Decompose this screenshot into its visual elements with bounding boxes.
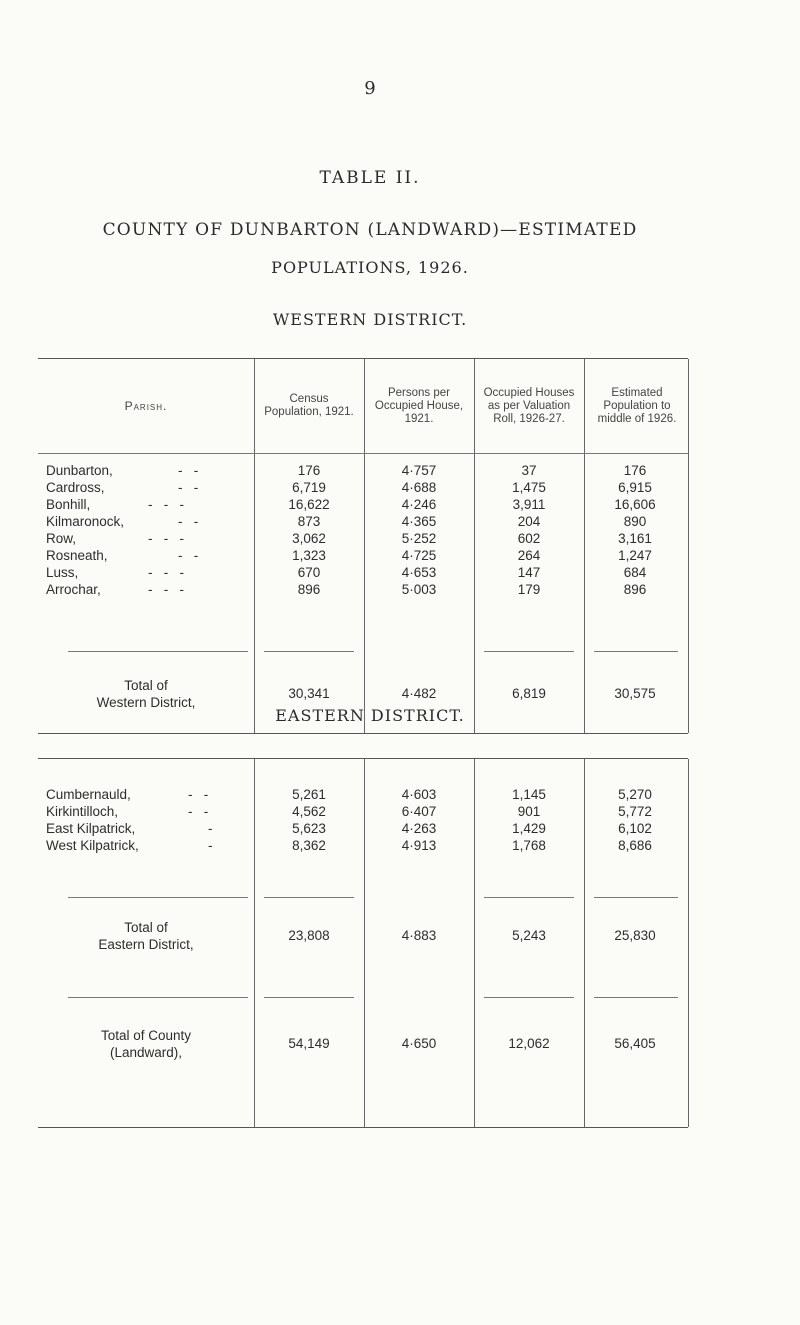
total-rule [264,997,354,998]
total-rule [68,651,248,652]
houses-total: 5,243 [512,928,546,943]
estimated-value: 16,606 [614,497,656,512]
header-rule [38,453,688,454]
total-label [38,1027,254,1061]
leader-dots: - - - [148,497,184,512]
estimated-value: 8,686 [618,838,652,853]
leader-dots: - - [178,548,199,563]
census-value: 873 [297,514,321,529]
total-rule [264,651,354,652]
leader-dots: - - [188,804,209,819]
census-value: 5,623 [292,821,326,836]
total-label [38,919,254,953]
total-rule [484,897,574,898]
estimated-value: 896 [623,582,647,597]
census-value: 8,362 [292,838,326,853]
total-rule [594,897,678,898]
total-label-line2: (Landward), [109,1045,183,1060]
persons-total: 4·650 [401,1036,437,1051]
total-rule [264,897,354,898]
leader-dots: - - [178,514,199,529]
census-total: 30,341 [288,686,330,701]
houses-value: 1,475 [512,480,546,495]
houses-value: 179 [517,582,541,597]
table-row [38,480,688,497]
estimated-total: 30,575 [614,686,656,701]
total-label-line1: Total of [124,678,168,693]
parish-name: Kirkintilloch, [46,804,119,819]
estimated-total: 56,405 [614,1036,656,1051]
census-total: 54,149 [288,1036,330,1051]
census-total: 23,808 [288,928,330,943]
leader-dots: - [208,838,213,853]
houses-value: 3,911 [512,497,546,512]
houses-value: 204 [517,514,541,529]
persons-value: 4·688 [401,480,437,495]
persons-value: 5·252 [401,531,437,546]
estimated-total: 25,830 [614,928,656,943]
persons-value: 4·246 [401,497,437,512]
total-label-line2: Eastern District, [98,937,194,952]
parish-name: Rosneath, [46,548,108,563]
census-value: 3,062 [292,531,326,546]
western-district-table [38,358,688,734]
table-row [38,838,688,855]
houses-value: 37 [521,463,537,478]
houses-total: 12,062 [508,1036,550,1051]
total-rule [68,897,248,898]
total-rule [68,997,248,998]
total-rule [484,997,574,998]
census-value: 896 [297,582,321,597]
parish-name: Kilmaronock, [46,514,125,529]
census-value: 6,719 [292,480,326,495]
persons-value: 4·757 [401,463,437,478]
estimated-value: 5,270 [618,787,652,802]
houses-value: 602 [517,531,541,546]
total-rule [594,651,678,652]
column-header-parish: Parish. [124,398,168,413]
total-label-line1: Total of [124,920,168,935]
page-number: 9 [364,78,376,99]
houses-value: 1,429 [512,821,546,836]
leader-dots: - - - [148,582,184,597]
column-header-houses: Occupied Houses as per Valuation Roll, 1926-27. [483,386,575,425]
parish-name: Cumbernauld, [46,787,131,802]
estimated-value: 1,247 [618,548,652,563]
table-row [38,787,688,804]
total-label-line1: Total of County [100,1028,192,1043]
total-rule [484,651,574,652]
persons-value: 4·365 [401,514,437,529]
persons-value: 4·725 [401,548,437,563]
houses-value: 1,768 [512,838,546,853]
houses-value: 901 [517,804,541,819]
leader-dots: - - [188,787,209,802]
census-value: 670 [297,565,321,580]
table-row [38,804,688,821]
column-divider [688,359,689,733]
persons-value: 4·653 [401,565,437,580]
leader-dots: - [208,821,213,836]
persons-value: 6·407 [401,804,437,819]
leader-dots: - - [178,480,199,495]
estimated-value: 890 [623,514,647,529]
western-district-heading: WESTERN DISTRICT. [272,310,468,329]
leader-dots: - - - [148,565,184,580]
column-header-estimated: Estimated Population to middle of 1926. [597,386,677,425]
eastern-district-table [38,758,688,1128]
persons-total: 4·883 [401,928,437,943]
table-title-line1: COUNTY OF DUNBARTON (LANDWARD)—ESTIMATED [102,220,638,240]
estimated-value: 3,161 [618,531,652,546]
leader-dots: - - [178,463,199,478]
column-header-persons: Persons per Occupied House, 1921. [374,386,464,425]
estimated-value: 684 [623,565,647,580]
houses-value: 147 [517,565,541,580]
persons-value: 5·003 [401,582,437,597]
parish-name: Arrochar, [46,582,101,597]
column-header-census: Census Population, 1921. [264,393,354,418]
houses-value: 1,145 [512,787,546,802]
houses-value: 264 [517,548,541,563]
table-row [38,497,688,514]
parish-name: East Kilpatrick, [46,821,136,836]
total-rule [594,997,678,998]
total-label-line2: Western District, [96,695,196,710]
table-row [38,548,688,565]
persons-value: 4·913 [401,838,437,853]
census-value: 176 [297,463,321,478]
table-row [38,514,688,531]
table-title-line2: POPULATIONS, 1926. [271,258,469,277]
parish-name: West Kilpatrick, [46,838,139,853]
census-value: 5,261 [292,787,326,802]
parish-name: Dunbarton, [46,463,113,478]
estimated-value: 6,102 [618,821,652,836]
census-value: 16,622 [288,497,330,512]
parish-name: Row, [46,531,77,546]
table-row [38,463,688,480]
table-label: TABLE II. [319,168,421,188]
houses-total: 6,819 [512,686,546,701]
census-value: 1,323 [292,548,326,563]
eastern-district-heading: EASTERN DISTRICT. [275,706,465,725]
estimated-value: 6,915 [618,480,652,495]
persons-total: 4·482 [401,686,437,701]
census-value: 4,562 [292,804,326,819]
estimated-value: 176 [623,463,647,478]
parish-name: Luss, [46,565,79,580]
estimated-value: 5,772 [618,804,652,819]
leader-dots: - - - [148,531,184,546]
parish-name: Cardross, [46,480,105,495]
persons-value: 4·603 [401,787,437,802]
table-row [38,565,688,582]
table-row [38,821,688,838]
persons-value: 4·263 [401,821,437,836]
table-row [38,531,688,548]
parish-name: Bonhill, [46,497,91,512]
table-row [38,582,688,599]
